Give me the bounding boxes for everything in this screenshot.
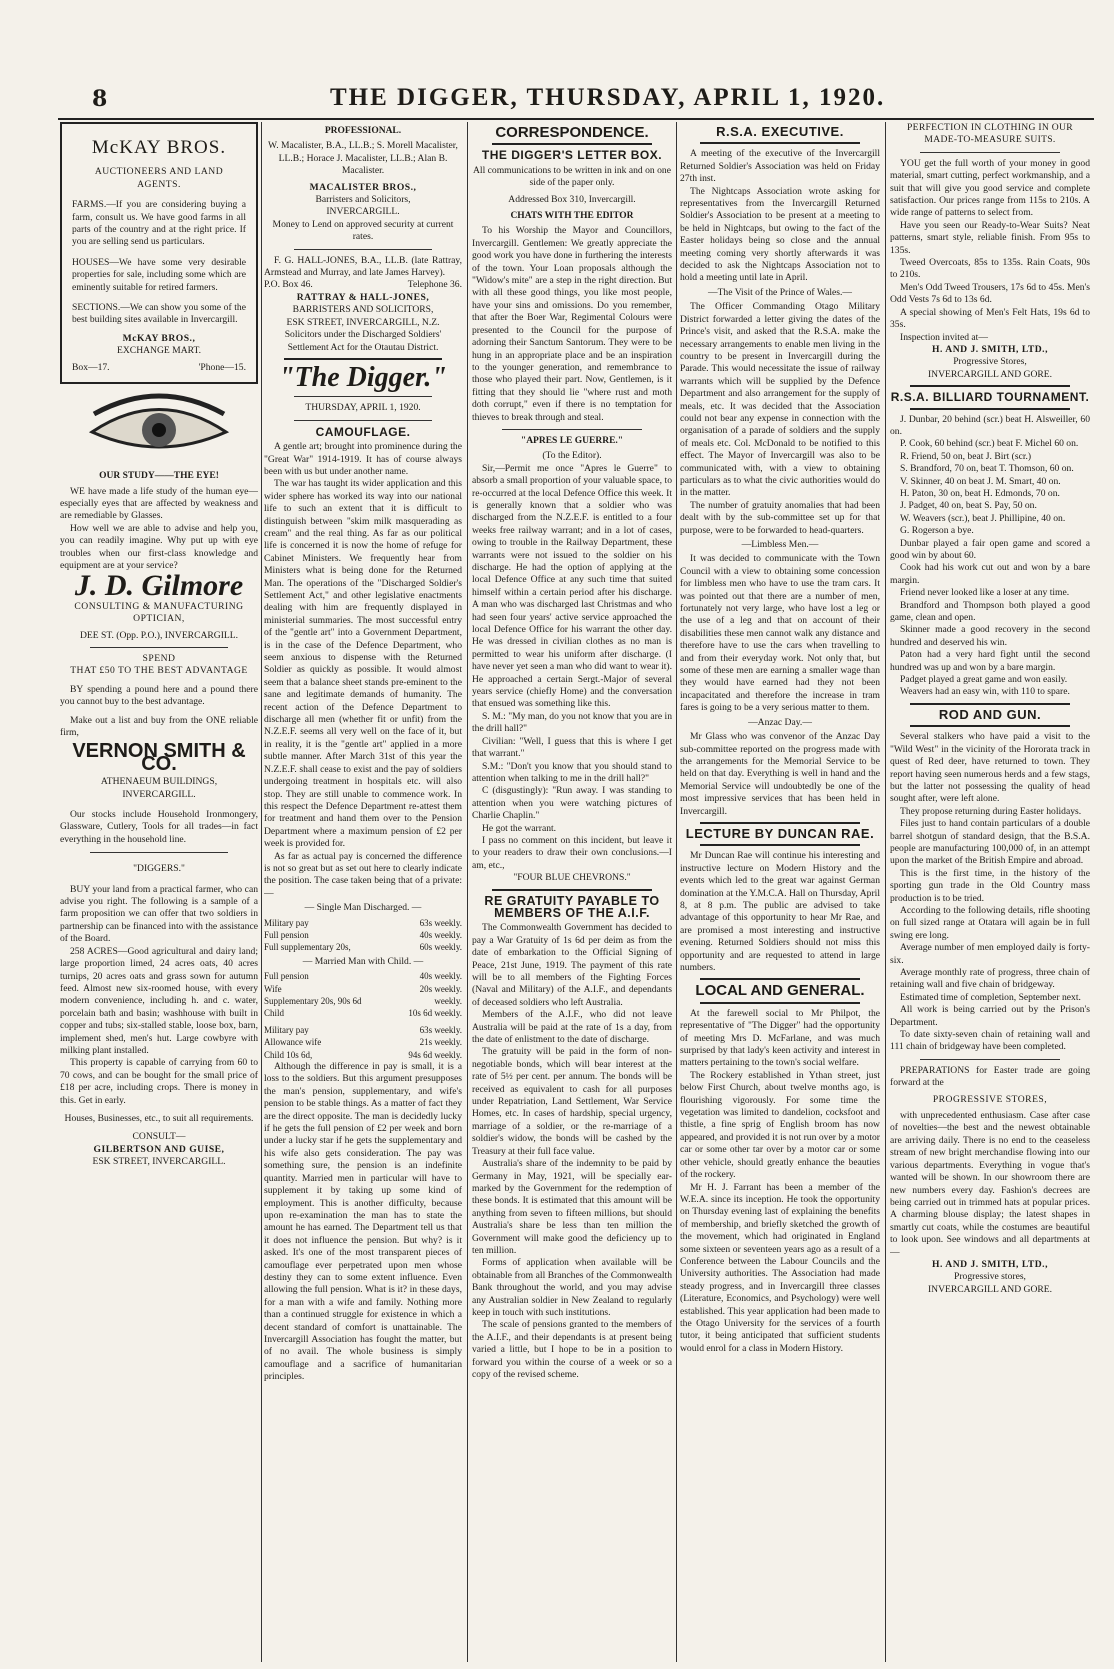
rsa-text: The Nightcaps Association wrote asking for representatives from the Invercargill Returned Soldier's Association to be present at a meeting to be held in Nightcaps, but owing to the fact of the Easter holidays being so close and the annual meeting coming very shortly afterwards it was decided to ask the Nightcaps Association not to hold a meeting until late in April. (680, 185, 880, 284)
billiard-item: Dunbar played a fair open game and scored a good win by about 60. (890, 537, 1090, 561)
apres-heading: "APRES LE GUERRE." (520, 435, 624, 446)
column-5 (890, 122, 1090, 1667)
local-text: At the farewell social to Mr Philpot, the representative of "The Digger" had the opportunity of meeting Mrs D. McFarlane, and was much surprised by that lady's keen activity and interest in matters pertaining to the town's social welfare. (680, 1007, 880, 1069)
rod-item: To date sixty-seven chain of retaining wall and 111 chain of bridgeway have been completed. (890, 1029, 1090, 1053)
apres-text: S.M.: "Don't you know that you should stand to attention when talking to me in the drill hall?" (472, 760, 672, 784)
divider (910, 408, 1070, 410)
hall-firm: RATTRAY & HALL-JONES, (296, 291, 430, 303)
rsa-heading: R.S.A. EXECUTIVE. (716, 124, 844, 139)
billiard-item: J. Dunbar, 20 behind (scr.) beat H. Alsweiller, 60 on. (890, 413, 1090, 437)
hall-jones-contact (264, 279, 462, 291)
diggers-firm: GILBERTSON AND GUISE, (93, 1143, 225, 1155)
divider (294, 249, 432, 250)
divider (90, 647, 228, 648)
letterbox-text: All communications to be written in ink and on one side of the paper only. (473, 164, 671, 189)
vernon-spend2: THAT £50 TO THE BEST ADVANTAGE (70, 665, 248, 677)
local-text: The Rockery established in Ythan street, just below First Church, about twelve months ago, is flourishing vigorously. For some time the vegetation was limited to dandelion, cocksfoot and thistle, a fine sprig of English broom has now appeared, and provided it is not run over by a motor car or some other tar over by a motor car or some other vehicle, should greatly enhance the beauties of the rockery. (680, 1069, 880, 1181)
billiard-item: G. Rogerson a bye. (900, 525, 974, 537)
gratuity-text: Forms of application when available will be obtainable from all Branches of the Commonwealth Bank throughout the world, and you may advise any Australian soldier in New Zealand to regularly keep in touch with such institutions. (472, 1257, 672, 1318)
diggers-text: Houses, Businesses, etc., to suit all requirements. (64, 1112, 254, 1124)
pay-row (264, 941, 462, 953)
apres-text: He got the warrant. (482, 822, 557, 834)
married-man-heading: — Married Man with Child. — (302, 955, 424, 967)
pay-amount: weekly. (434, 996, 462, 1006)
camouflage-heading: CAMOUFLAGE. (315, 424, 411, 439)
eye-illustration-icon (84, 392, 234, 462)
gilmore-logo: J. D. Gilmore (74, 569, 244, 603)
mckay-farms: FARMS.—If you are considering buying a farm, consult us. We have good farms in all parts of the country and at the right price. If you are selling send us particulars. (72, 199, 246, 248)
camouflage-text: The war has taught its wider application and this wider sphere has worked its way into our national life to such an extent that it is difficult to distinguish between "skim milk masquerading as cream" and the real thing. As far as our political life is concerned it is now the home of refuge for Cabinet Ministers. We frequently hear from Ministers what is being done for the Returned Man. The operations of the "Discharged Soldier's Settlement Act," and other legislative enactments dealing with him are frequently displayed in ministerial summaries. The most successful entry of the "gentle art" into a Government Department, is in the case of the Defence Department, who seem anxious to dispense with the Returned Soldier as quickly as possible. It would almost seem that a balance sheet stands pre-eminent to the sane and legitimate demands of humanity. The recent action of the Defence Department to discharge all men (whether fit or unfit) from the N.Z.E.F. seems all very well on the face of it, but in reality, it is the "gentle art" applied in a more subtle manner. After March 31st of this year the N.Z.E.F. shall cease to exist and the pay of soldiers undergoing treatment in hospitals etc. will also stop. They are still unable to commence work. In this respect the Defence Department re-attest them for treatment and hand them over to the Pension Department where a maximum pension of £2 per week is provided for. (264, 478, 462, 850)
diggers-text: This property is capable of carrying from 60 to 70 cows, and can be bought for the small price of £18 per acre, including crops. There is money in this. Get in early. (60, 1057, 258, 1106)
pay-label: Full supplementary 20s, (264, 942, 351, 953)
smith-text: Have you seen our Ready-to-Wear Suits? Neat patterns, smart style, reliable finish. From 95s to 135s. (890, 219, 1090, 256)
column-rule (261, 122, 262, 1662)
divider (920, 152, 1060, 153)
column-3 (472, 122, 672, 1667)
vernon-text: Make out a list and buy from the ONE reliable firm, (60, 714, 258, 738)
divider (700, 1002, 860, 1004)
divider (90, 852, 228, 853)
local-text: Mr H. J. Farrant has been a member of the W.E.A. since its inception. He took the opportunity on Thursday evening last of explaining the benefits of membership, and briefly sketched the growth of the movement, which had originated in England some sixteen or seventeen years ago as a result of a Conference between the Labour Councils and the University authorities. The Association had made steady progress, and in Invercargill three classes (Literature, Economics, and Psychology) were well established. This year application had been made to the Otago University for the services of a fourth tutor, it being anticipated that sufficient students would enrol for a class in Modern History. (680, 1181, 880, 1354)
vernon-text: Our stocks include Household Ironmongery, Glassware, Cutlery, Tools for all trades—in fact everything in the household line. (60, 809, 258, 845)
billiard-item: R. Friend, 50 on, beat J. Birt (scr.) (900, 450, 1032, 462)
eye-text: WE have made a life study of the human eye—especially eyes that are affected by weakness and are remediable by Glasses. (60, 485, 258, 522)
pay-amount: 21s weekly. (419, 1037, 462, 1048)
column-rule (676, 122, 677, 1662)
local-general-heading: LOCAL AND GENERAL. (695, 982, 865, 1000)
chats-heading: CHATS WITH THE EDITOR (510, 211, 634, 222)
eye-text: How well we are able to advise and help you, you can readily imagine. Why put up with eye troubles when our first-class knowledge and equipment are at your service? (60, 522, 258, 571)
billiard-list (890, 414, 1090, 699)
billiard-item: Friend never looked like a loser at any time. (900, 587, 1070, 599)
pay-row (264, 983, 462, 995)
rod-item: They propose returning during Easter holidays. (900, 805, 1082, 817)
macalister-names: W. Macalister, B.A., LL.B.; S. Morell Macalister, LL.B.; Horace J. Macalister, LL.B.; Alan B. Macalister. (268, 140, 458, 177)
column-1 (60, 122, 258, 1667)
apres-text: S. M.: "My man, do you not know that you are in the drill hall?" (472, 710, 672, 735)
rsa-subheading: —Anzac Day.— (748, 716, 812, 728)
prep-store: PROGRESSIVE STORES, (932, 1093, 1048, 1105)
pay-row (264, 929, 462, 941)
camouflage-text: A gentle art; brought into prominence during the "Great War" 1914-1919. It has of course always been with us but under another name. (264, 441, 462, 477)
vernon-address: ATHENAEUM BUILDINGS, (100, 776, 218, 788)
billiard-heading: R.S.A. BILLIARD TOURNAMENT. (890, 390, 1090, 405)
mckay-houses: HOUSES—We have some very desirable properties for sale, including some which are eminently suitable for retired farmers. (72, 256, 246, 293)
mckay-signature: McKAY BROS., (122, 332, 196, 344)
mckay-name: McKAY BROS. (91, 137, 227, 158)
divider (294, 420, 432, 421)
rod-gun-heading: ROD AND GUN. (938, 706, 1042, 722)
macalister-role: Barristers and Solicitors, (315, 194, 411, 206)
mckay-sections: SECTIONS.—We can show you some of the best building sites available in Invercargill. (72, 302, 246, 326)
macalister-money: Money to Lend on approved security at current rates. (272, 218, 454, 243)
pay-label: Allowance wife (264, 1037, 322, 1048)
billiard-item: J. Padget, 40 on, beat S. Pay, 50 on. (900, 500, 1037, 512)
pay-amount: 40s weekly. (419, 971, 462, 982)
lecture-heading: LECTURE BY DUNCAN RAE. (685, 825, 875, 841)
single-man-table (264, 917, 462, 954)
mckay-phone: 'Phone—15. (198, 361, 246, 373)
hall-address: ESK STREET, INVERCARGILL, N.Z. (286, 316, 440, 328)
camouflage-text: As far as actual pay is concerned the difference is not so great but as set out here to clearly indicate the position. The case taken being that of a private:— (264, 850, 462, 899)
prep-signature-3: INVERCARGILL AND GORE. (927, 1283, 1053, 1295)
mckay-trade: AUCTIONEERS AND LAND AGENTS. (94, 166, 224, 190)
prep-signature-2: Progressive stores, (954, 1271, 1026, 1283)
rsa-text: It was decided to communicate with the Town Council with a view to obtaining some concession for limbless men who have to use the tram cars. It was pointed out that there are a number of men, fortunately not very large, who have lost a leg or the use of a leg and that on account of their disabilities these men cannot walk any distance and therefore have to use the cars when travelling to and from their everyday work. Not only that, but some of these men are earning a smaller wage than they would have earned had they not been incapacitated and therefore the increase in tram fares is going to be a very serious matter to them. (680, 553, 880, 714)
billiard-item: Skinner made a good recovery in the second hundred and deserved his win. (890, 624, 1090, 648)
pay-label: Child 10s 6d, (264, 1049, 313, 1060)
rod-item: Average number of men employed daily is forty-six. (890, 942, 1090, 966)
rsa-text: Mr Glass who was convenor of the Anzac Day sub-committee reported on the progress made with the arrangements for the Memorial Service to be held on that day. Everything is well in hand and the Memorial Service will undoubtedly be one of the most impressive services that has been held in Invercargill. (680, 731, 880, 817)
rod-item: Average monthly rate of progress, three chain of retaining wall and five chain of bridgeway. (890, 967, 1090, 991)
pay-row (264, 1007, 462, 1019)
smith-text: YOU get the full worth of your money in good material, smart cutting, perfect workmanship, and a suit that will give you good service and complete satisfaction. Our prices range from 115s to 210s. A wide range of patterns to select from. (890, 157, 1090, 219)
hall-po: P.O. Box 46. (264, 279, 313, 291)
billiard-item: P. Cook, 60 behind (scr.) beat F. Michel 60 on. (900, 438, 1079, 450)
pay-amount: 63s weekly. (419, 1024, 462, 1035)
pay-row (264, 1049, 462, 1061)
apres-text: I pass no comment on this incident, but leave it to your readers to draw their own conclusions.—I am, etc., (472, 834, 672, 871)
column-rule (885, 122, 886, 1662)
rsa-text: The Officer Commanding Otago Military District forwarded a letter giving the dates of the Prince's visit, and asked that the R.S.A. make the necessary arrangements to enable men living in the country to be present in Invercargill during the Parade. This would necessitate the issue of railway warrants which will be supplied by the Defence Department and also arrangement for the supply of meals, etc. It was decided that the Association could not bear any expense in connection with the organisation of a parade of soldiers and the supply of meals etc. Col. McDonald to be notified to this effect. The Mayor of Invercargill was also to be communicated with, with a view to obtaining particulars as to what the civic authorities would do in the matter. (680, 301, 880, 499)
prep-signature: H. AND J. SMITH, LTD., (932, 1258, 1048, 1270)
pay-row (264, 1024, 462, 1036)
smith-heading: PERFECTION IN CLOTHING IN OUR MADE-TO-MEASURE SUITS. (907, 122, 1073, 146)
single-man-heading: — Single Man Discharged. — (304, 902, 422, 914)
macalister-town: INVERCARGILL. (326, 206, 400, 218)
pay-row (264, 917, 462, 929)
diggers-text: BUY your land from a practical farmer, who can advise you right. The following is a sample of a farm proposition we can offer that two soldiers in partnership can be financed into with the assistance of the Board. (60, 883, 258, 945)
mckay-contact (72, 362, 246, 374)
pay-label: Military pay (264, 1024, 309, 1035)
billiard-item: Brandford and Thompson both played a good game, clean and open. (890, 599, 1090, 624)
pay-label: Military pay (264, 917, 309, 928)
divider (910, 385, 1070, 387)
mckay-address: EXCHANGE MART. (117, 345, 201, 357)
divider (700, 978, 860, 980)
diggers-heading: "DIGGERS." (133, 863, 185, 875)
letterbox-heading: THE DIGGER'S LETTER BOX. (481, 148, 663, 163)
gratuity-text: The Commonwealth Government has decided to pay a War Gratuity of 1s 6d per deim as from the date of embarkation to the Official Signing of Peace, 21st June, 1919. The payment of this rate will be to all members of the Fighting Forces (Naval and Military) of the A.I.F., and dependants of deceased soldiers who left Australia. (472, 922, 672, 1008)
mckay-box: Box—17. (72, 361, 110, 373)
smith-text: Tweed Overcoats, 85s to 135s. Rain Coats, 90s to 210s. (890, 257, 1090, 281)
billiard-item: Padget played a great game and won easily. (900, 674, 1068, 686)
eye-heading: OUR STUDY——THE EYE! (99, 471, 219, 482)
macalister-firm: MACALISTER BROS., (309, 181, 417, 193)
divider (294, 396, 432, 397)
vernon-text: BY spending a pound here and a pound there you cannot buy to the best advantage. (60, 683, 258, 708)
billiard-item: V. Skinner, 40 on beat J. M. Smart, 40 on. (900, 475, 1061, 487)
rod-item: According to the following details, rifle shooting on full sized range at Otatara will again be in full swing ere long. (890, 904, 1090, 941)
rod-item: This is the first time, in the history of the sporting gun trade in the Old Country mass production is to be tried. (890, 867, 1090, 904)
column-4 (680, 122, 880, 1667)
smith-text: A special showing of Men's Felt Hats, 19s 6d to 35s. (890, 306, 1090, 331)
rod-list (890, 731, 1090, 1054)
camouflage-text: Although the difference in pay is small, it is a loss to the soldiers. But this argument presupposes the man's pension, supplementary, and wife's pension to be stable things. As a matter of fact they are the direct opposite. The man is decidedly lucky if he gets the full pension of £2 per week and born under a lucky star if he gets the supplementary and his wife also gets consideration. The pay was something sure, the pension is an indefinite quantity. Married men in particular will have to supplement it by taking up some kind of employment. This is another difficulty, because upon re-examination the man has to state the amount he has earned. The Department tell us that it does not influence the pension. But why? is it asked. It's one of the most transparent pieces of camouflage ever perpetrated upon men whose destiny they can to some extent influence. Even allowing the full pension. What is it? in these days, for a man with a wife and family. Nothing more than a continued struggle for existence in which a decent standard of comfort is unattainable. The Invercargill Association has fought the matter, but of no avail. The whole business is simply camouflage and a sacrifice of humanitarian principles. (264, 1061, 462, 1383)
apres-text: Sir,—Permit me once "Apres le Guerre" to absorb a small proportion of your valuable space, to re-occurred at the local Defence Office this week. It is generally known that a soldier who was discharged from the N.Z.E.F. is entitled to a four weeks free railway warrant; and in a lot of cases, owing to trouble in the Railway Department, these warrants were not issued to the soldier on his discharge. He had the option of applying at the local Defence Office at any such time that suited himself within a certain period after his discharge. A man who was discharged last Christmas and who had seen four years' active service approached the local Defence Office for his warrant the other day. He was dressed in civilian clothes as no man is permitted to wear his uniform after discharge. (I have never yet seen a man who did want to wear it). He approached a certain Sergt.-Major of several years service (chiefly Home) and the conversation that ensued was something like this. (472, 462, 672, 710)
column-rule (467, 122, 468, 1662)
chats-text: To his Worship the Mayor and Councillors, Invercargill. Gentlemen: We greatly appreciate the good work you have done in furthering the interests of the town. Your Loan proposals although the "Widow's mite" are a step in the right direction. But with all these good things, you like most people, have your sins and omissions. Do you remember, that after the Boer War, Regimental Colours were presented to the Council for the purpose of adorning their Sanctum Santorum. They were to be hung in an appropriate place and be an inspiration to the younger generation, and remembrance to those who played their part. Now, Gentlemen, is it fitting that they should lie "where rust and moth doth corrupt," even if there is no temptation for thieves to break through and steal. (472, 225, 672, 423)
masthead-title: THE DIGGER, THURSDAY, APRIL 1, 1920. (330, 84, 886, 111)
pay-label: Supplementary 20s, 90s 6d (264, 996, 362, 1006)
professional-heading: PROFESSIONAL. (324, 126, 402, 136)
hall-jones-names: F. G. HALL-JONES, B.A., LL.B. (late Rattray, Armstead and Murray, and late James Harvey). (264, 254, 462, 279)
gilmore-address: DEE ST. (Opp. P.O.), INVERCARGILL. (79, 629, 239, 641)
pay-row (264, 970, 462, 982)
divider (700, 822, 860, 824)
prep-text: with unprecedented enthusiasm. Case after case of novelties—the best and the newest obtainable are arriving daily. There is no end to the ceaseless stream of new bright merchandise flowing into our various departments. Everything in vogue that's wanted will be shown. In our showroom there are new numbers every day. Fashion's decrees are being carried out in trimmed hats at popular prices. A charming blouse display; the latest shapes in smartly cut coats, while the costumes are beautiful to look upon. See windows and all departments at— (890, 1110, 1090, 1258)
pay-amount: 94s 6d weekly. (408, 1049, 462, 1060)
rsa-subheading: —Limbless Men.— (741, 539, 819, 550)
rod-item: All work is being carried out by the Prison's Department. (890, 1004, 1090, 1028)
gratuity-heading: RE GRATUITY PAYABLE TO MEMBERS OF THE A.I.F. (484, 893, 660, 920)
hall-role: BARRISTERS AND SOLICITORS, (292, 304, 434, 316)
letterbox-address: Addressed Box 310, Invercargill. (508, 193, 636, 205)
smith-text: Inspection invited at— (900, 331, 988, 343)
gilmore-line: CONSULTING & MANUFACTURING OPTICIAN, (74, 600, 244, 625)
masthead-rule (58, 118, 1094, 120)
pay-label: Child (264, 1008, 285, 1019)
pay-row (264, 995, 462, 1007)
hall-note: Solicitors under the Discharged Soldiers' Settlement Act for the Otautau District. (284, 329, 442, 353)
divider (492, 889, 652, 891)
rsa-subheading: —The Visit of the Prince of Wales.— (707, 286, 853, 298)
masthead (0, 78, 1114, 118)
pay-amount: 63s weekly. (419, 917, 462, 928)
rod-item: Files just to hand contain particulars of a double barrel shotgun of standard design, that the B.S.A. people are manufacturing 100,000 of, in an attempt upon the market of the British Empire and abroad. (890, 818, 1090, 867)
billiard-item: Paton had a very hard fight until the second hundred was up and won by a bare margin. (890, 649, 1090, 673)
gratuity-text: The scale of pensions granted to the members of the A.I.F., and their dependants is at present being varied a little, but I hope to be in a position to forward you within the course of a week or so a copy of the revised scheme. (472, 1319, 672, 1380)
billiard-item: Weavers had an easy win, with 110 to spare. (900, 686, 1070, 698)
divider (492, 143, 652, 145)
vernon-spend: SPEND (142, 652, 176, 664)
pay-label: Full pension (264, 971, 309, 982)
rod-item: Several stalkers who have paid a visit to the "Wild West" in the vicinity of the Hororata track in quest of Red deer, have returned to town. They report having seen numerous herds and a few stags, but the latter not possessing the quality of head sought after, were left alone. (890, 731, 1090, 805)
page-number: 8 (92, 86, 108, 112)
billiard-item: S. Brandford, 70 on, beat T. Thomson, 60 on. (900, 463, 1074, 475)
correspondence-heading: CORRESPONDENCE. (495, 124, 649, 141)
billiard-item: Cook had his work cut out and won by a bare margin. (890, 562, 1090, 586)
hall-tel: Telephone 36. (407, 279, 462, 291)
diggers-text: 258 ACRES—Good agricultural and dairy land; large proportion limed, 24 acres oats, 40 acres turnips, 20 acres oats and grass sown for autumn feed. Almost new six-roomed house, with every modern convenience, including h. and c. water, porcelain bath and basin; washhouse with built in copper and tubs; six-stalled stable, loose box, barn, implement shed, men's hut. Large cowbyre with milking plant installed. (60, 945, 258, 1056)
pay-amount: 60s weekly. (419, 942, 462, 953)
paper-logo: "The Digger." (279, 361, 447, 393)
pay-amount: 10s 6d weekly. (408, 1008, 462, 1019)
smith-signature-3: INVERCARGILL AND GORE. (927, 368, 1053, 380)
gratuity-text: The gratuity will be paid in the form of non-negotiable bonds, which will bear interest at the rate of 5½ per cent. per annum. The bonds will be received as equivalent to cash for all purposes under Repatriation, Land Settlement, War Service Homes, etc. In cases of hardship, special urgency, marriage of a soldier, or the re-marriage of a soldier's widow, the bonds will be cashed by the Treasury at their full face value. (472, 1046, 672, 1157)
divider (502, 429, 642, 430)
rod-item: Estimated time of completion, September next. (900, 991, 1081, 1003)
divider (700, 142, 860, 144)
pay-label: Wife (264, 983, 282, 994)
rsa-text: The number of gratuity anomalies that had been dealt with by the sub-committee set up for that purpose, were to be forwarded to head-quarters. (680, 499, 880, 536)
married-man-table (264, 970, 462, 1020)
smith-text: Men's Odd Tweed Trousers, 17s 6d to 45s. Men's Odd Vests 7s 6d to 13s 6d. (890, 281, 1090, 306)
column-2 (264, 122, 462, 1667)
apres-signature: "FOUR BLUE CHEVRONS." (513, 872, 631, 884)
pay-label: Full pension (264, 929, 309, 940)
rsa-text: A meeting of the executive of the Invercargill Returned Soldier's Association was held on Friday 27th inst. (680, 148, 880, 185)
dateline: THURSDAY, APRIL 1, 1920. (305, 402, 421, 414)
vernon-town: INVERCARGILL. (122, 788, 196, 800)
gratuity-text: Members of the A.I.F., who did not leave Australia will be paid at the rate of 1s a day, from the date of enlistment to the date of discharge. (472, 1009, 672, 1046)
smith-signature: H. AND J. SMITH, LTD., (932, 343, 1048, 355)
billiard-item: H. Paton, 30 on, beat H. Edmonds, 70 on. (900, 487, 1060, 499)
diggers-consult: CONSULT— (132, 1131, 186, 1143)
billiard-item: W. Weavers (scr.), beat J. Phillipine, 40 on. (900, 512, 1066, 524)
apres-text: C (disgustingly): "Run away. I was standing to attention when you were watching pictures of Charlie Chaplin." (472, 785, 672, 822)
married-man-table-2 (264, 1024, 462, 1061)
divider (910, 725, 1070, 727)
gratuity-text: Australia's share of the indemnity to be paid by Germany in May, 1921, will be specially ear-marked by the Government for the redemption of these bonds. It is estimated that this amount will be anything from seven to fifteen millions, but should Australia's share be less than ten million the Government will make good the deficiency up to ten million. (472, 1158, 672, 1256)
apres-sub: (To the Editor). (542, 450, 602, 462)
pay-row (264, 1036, 462, 1048)
diggers-address: ESK STREET, INVERCARGILL. (92, 1156, 226, 1168)
divider (284, 358, 442, 360)
pay-amount: 20s weekly. (419, 983, 462, 994)
pay-amount: 40s weekly. (419, 929, 462, 940)
prep-text: PREPARATIONS for Easter trade are going forward at the (890, 1064, 1090, 1089)
smith-signature-2: Progressive Stores, (953, 356, 1027, 368)
divider (700, 844, 860, 846)
divider (910, 703, 1070, 705)
apres-text: Civilian: "Well, I guess that this is where I get that warrant." (472, 735, 672, 760)
mckay-advert (60, 122, 258, 384)
lecture-text: Mr Duncan Rae will continue his interesting and instructive lecture on Modern History and the events which led to the great war against German domination at the Y.M.C.A. Hall on Thursday, April 8, at 8 p.m. The public are advised to take advantage of this opportunity to hear Mr Rae, and are promised a most interesting and instructive evening. Returned Soldiers should not miss this opportunity and are requested to attend in large numbers. (680, 850, 880, 973)
divider (920, 1059, 1060, 1060)
vernon-name: VERNON SMITH & CO. (72, 740, 246, 775)
